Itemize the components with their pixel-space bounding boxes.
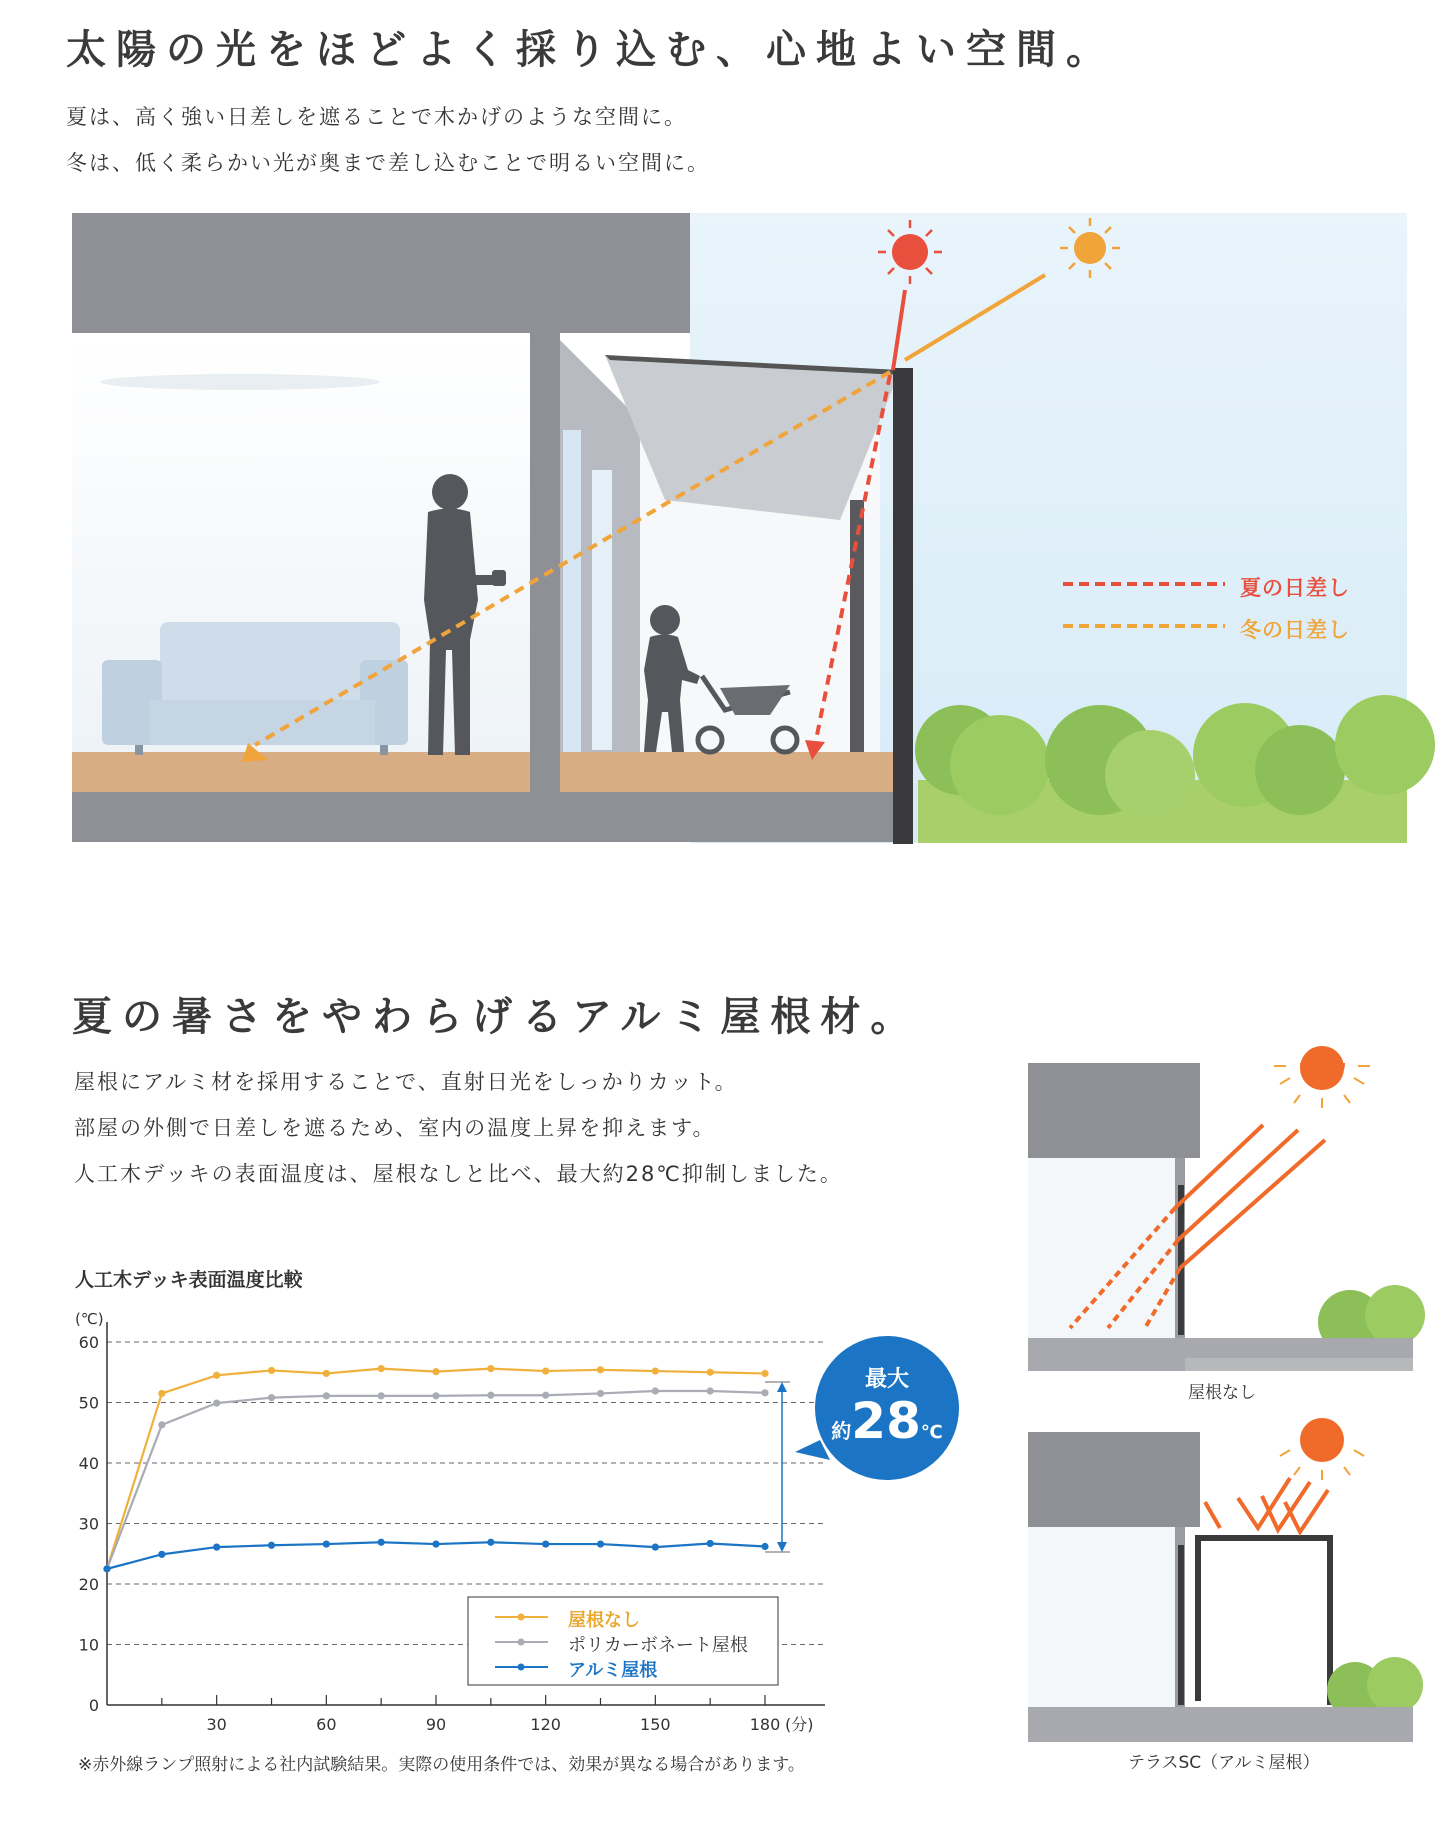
section1-title: 太陽の光をほどよく採り込む、心地よい空間。 [66,27,1116,73]
section2-line3: 人工木デッキの表面温度は、屋根なしと比べ、最大約28℃抑制しました。 [74,1162,843,1186]
caption-no-roof: 屋根なし [1188,1383,1256,1403]
section2-line2: 部屋の外側で日差しを遮るため、室内の温度上昇を抑えます。 [74,1116,716,1140]
badge-line1: 最大 [864,1367,909,1392]
y-axis-unit: (℃) [75,1310,104,1328]
footnote: ※赤外線ランプ照射による社内試験結果。実際の使用条件では、効果が異なる場合があります。 [78,1755,805,1775]
legend-series-3: アルミ屋根 [568,1660,658,1681]
y-tick-label-30: 30 [78,1514,99,1534]
x-tick-label-30: 30 [206,1715,227,1734]
y-tick-label-10: 10 [78,1635,99,1655]
x-tick-label-180: 180 [749,1715,781,1734]
x-tick-label-150: 150 [640,1715,671,1734]
legend-winter-label: 冬の日差し [1240,618,1350,642]
section2-title: 夏の暑さをやわらげるアルミ屋根材。 [72,994,921,1040]
legend-series-2: ポリカーボネート屋根 [568,1635,748,1656]
y-tick-label-20: 20 [78,1575,99,1594]
badge-unit: ℃ [920,1422,943,1443]
x-tick-label-60: 60 [316,1715,337,1734]
y-tick-label-0: 0 [88,1696,99,1715]
y-tick-label-40: 40 [78,1454,99,1473]
x-axis-unit: (分) [785,1715,814,1734]
x-tick-label-120: 120 [530,1715,561,1734]
terrace-sc-illustration [1028,1418,1423,1742]
legend-summer-label: 夏の日差し [1240,576,1350,600]
section1-line1: 夏は、高く強い日差しを遮ることで木かげのような空間に。 [66,105,687,129]
no-roof-illustration [1028,1046,1425,1371]
chart-title: 人工木デッキ表面温度比較 [75,1269,303,1291]
badge-value: 28 [851,1392,921,1450]
legend-series-1: 屋根なし [568,1610,640,1631]
y-tick-label-50: 50 [78,1393,99,1413]
badge-prefix: 約 [831,1419,852,1443]
x-tick-label-90: 90 [425,1715,447,1734]
section1-line2: 冬は、低く柔らかい光が奥まで差し込むことで明るい空間に。 [66,151,710,175]
section2-line1: 屋根にアルミ材を採用することで、直射日光をしっかりカット。 [74,1070,738,1094]
y-tick-label-60: 60 [78,1333,99,1352]
caption-terrace-sc: テラスSC（アルミ屋根） [1128,1753,1320,1773]
